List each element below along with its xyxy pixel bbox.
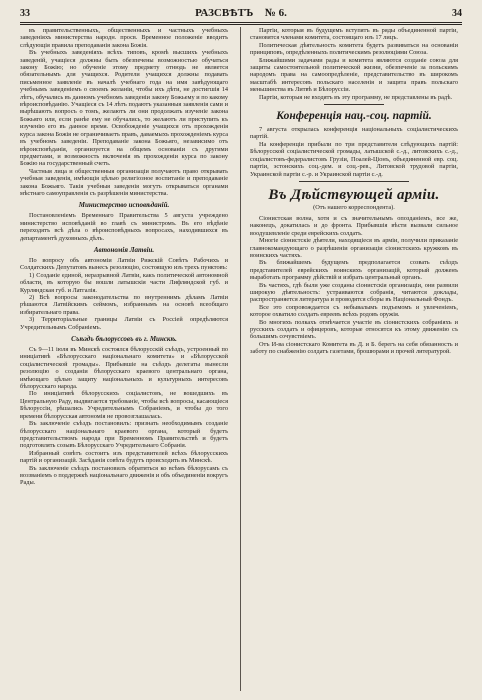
page-number-right: 34	[451, 7, 462, 19]
section-heading: Министерство исповѣданій.	[78, 201, 170, 210]
page-header	[20, 5, 462, 21]
paragraph: По иниціативѣ бѣлорусскихъ соціалистовъ, не вошедшихъ въ Центральную Раду, выдвигается требованіе, чтобы всѣ вопросы, касающіеся Бѣлоруссіи, рѣшались Учредительнымъ Собраніемъ, и чтобы до того времени бѣлорусская автономія не провозглашалась.	[20, 390, 228, 420]
paragraph: 1) Созданіе единой, неразрывной Латвіи, какъ политической автономной области, въ которую бы вошли латышскія части Лифляндской губ. и Курляндская губ. и Латгалія.	[20, 271, 228, 294]
paragraph: Частныя лица и общественныя организаціи получаютъ право открывать учебныя заведенія, имѣющія цѣлью религіозное воспитаніе и преподаваніе закона Божьяго. Такія учебныя заведенія могутъ открываться органами мѣстнаго самоуправленія съ разрѣшенія министерства.	[20, 167, 228, 197]
right-column	[250, 27, 458, 691]
article-title: Въ Дѣйствующей арміи.	[268, 186, 440, 203]
paragraph: Все это сопровождается съ небывалымъ подъемомъ и увлеченіемъ, которое охватило солдатъ евреевъ всѣхъ родовъ оружія.	[250, 303, 458, 319]
header-rule	[20, 22, 462, 25]
paragraph: Многіе сіонистскіе дѣятели, находящіеся въ арміи, получили приказаніе главнокомандующаго о разрѣшеніи организаціи сіонистскихъ кружковъ въ воинскихъ частяхъ.	[250, 237, 458, 259]
paragraph: Политическая дѣятельность комитета будетъ развиваться на основаніи принциповъ, опредѣленныхъ политическимъ резолюціями Союза.	[250, 41, 458, 57]
paragraph: Избранный совѣтъ состоитъ изъ представителей всѣхъ бѣлорусскихъ партій и организацій. Засѣданія совѣта будутъ происходить въ Минскѣ.	[20, 449, 228, 465]
paragraph: Партіи, которыя не входятъ въ эту программу, не представлены въ радѣ.	[259, 93, 453, 101]
page-number-left: 33	[20, 7, 30, 19]
paragraph: Во многихъ полкахъ отмѣчается участіе въ сіонистскихъ собраніяхъ и русскихъ солдатъ и офицеровъ, которые относятся къ этому движенію съ большимъ сочувствіемъ.	[250, 318, 458, 341]
paragraph: Въ учебныхъ заведеніяхъ всѣхъ типовъ, кромѣ высшихъ учебныхъ заведеній, учащіеся должны быть обезпечены возможностью обучаться закону Божію; но обученіе этому предмету отнюдь не является обязательнымъ для учащихся. Родители учащихся должны подавать письменное заявленіе въ началѣ учебнаго года на имя завѣдующаго учебнымъ заведеніемъ о своемъ желаніи, чтобы ихъ дѣти, не достигшія 14 лѣтъ, обучались въ данномъ учебномъ заведеніи закону Божьему и по какому вѣроисповѣданію. Учащіеся съ 14 лѣтъ подаютъ указанныя заявленія сами и вырѣшаютъ вопросъ о томъ, желаютъ ли они продолжать изученіе закона Божьяго или, если ранѣе ему не обучались, то желаютъ ли приступить къ изученію его въ данное время. Освобожденіе учащихся отъ прохожденія курса закона Божія не ограничиваетъ правъ, даваемыхъ прохожденіемъ курса въ учебномъ заведеніи. Преподаваніе закона Божьяго, независимо отъ вѣроисповѣданія, организуется на общемъ основаніи съ другими предметами, и возможность включенія въ прохожденіи курса по закону Божію на государственный счетъ.	[20, 49, 228, 168]
journal-title	[195, 7, 287, 19]
paragraph: Въ частяхъ, гдѣ были уже созданы сіонистскія организаціи, они развили широкую дѣятельность: устраиваются собранія, читаются доклады, распространяется литература и проводятся сборы въ Національный Фондъ.	[250, 281, 458, 304]
paragraph: Ближайшими задачами рады и комитета являются созданіе союза для защиты самостоятельной политической жизни, обезпеченіе за польскимъ народомъ права на самоопредѣленіе, представительство въ широкомъ масштабѣ интересовъ польскаго населенія и защита правъ польскаго меньшинства въ Литвѣ и Бѣлоруссіи.	[250, 56, 458, 94]
paragraph: Постановленіемъ Временнаго Правительства 5 августа учреждено министерство исповѣданій во главѣ съ министромъ. Въ его вѣдѣніе переходятъ всѣ дѣла о вѣроисповѣдныхъ вопросахъ, находившихся въ департаментѣ духовныхъ дѣлъ.	[20, 212, 228, 242]
paragraph: 7 августа открылась конференція національныхъ соціалистическихъ партій.	[250, 126, 458, 141]
paragraph: Партіи, которыя въ будущемъ вступятъ въ ряды объединенной партіи, становятся членами комитета, состоящаго изъ 17 лицъ.	[250, 27, 458, 42]
left-column	[20, 27, 228, 691]
article-subtitle: (Отъ нашего корреспондента).	[313, 203, 395, 211]
column-divider	[240, 27, 241, 691]
paragraph: Въ заключеніе съѣздъ постановилъ: признать необходимымъ созданіе бѣлорусскаго національнаго краевого органа, который будетъ представительствомъ народа при Временномъ Правительствѣ и будетъ подготовлять созывъ Бѣлорусскаго Учредительнаго Собранія.	[20, 420, 228, 450]
paragraph: 2) Всѣ вопросы законодательства по внутреннимъ дѣламъ Латвіи рѣшаются Латвійскимъ сеймомъ, избраннымъ на основѣ всеобщаго избирательнаго права.	[20, 294, 228, 316]
section-divider	[299, 181, 409, 182]
issue-number: № 6.	[264, 7, 287, 19]
section-heading: Автономія Латвіи.	[93, 245, 155, 254]
paragraph: Отъ И-ва сіонистскаго Комитета въ Д. и Б. берегъ на себя обязанность и заботу по снабженію солдатъ газетами, брошюрами и прочей литературой.	[250, 340, 458, 356]
paragraph: Съ 9—11 іюля въ Минскѣ состоялся бѣлорусскій съѣздъ, устроенный по иниціативѣ «Бѣлорусскаго національнаго комитета» и «Бѣлорусской соціалистической громады». Прибывшіе на съѣздъ делегаты вынесли резолюцію о созданіи бѣлорусскаго краевого центральнаго органа, имѣющаго цѣлью защиту національныхъ и культурныхъ интересовъ бѣлорусскаго народа.	[20, 346, 228, 391]
paragraph: Въ ближайшемъ будущемъ предполагается созвать съѣздъ представителей еврейскихъ воинскихъ организацій, который долженъ выработать программу дѣйствій и избрать центральный органъ.	[250, 259, 458, 282]
section-heading: Конференція нац.-соц. партій.	[276, 110, 432, 123]
paragraph: По вопросу объ автономіи Латвіи Рижскій Совѣтъ Рабочихъ и Солдатскихъ Депутатовъ вынесъ резолюцію, состоящую изъ трехъ пунктовъ:	[20, 256, 228, 272]
paragraph: въ правительственныхъ, общественныхъ и частныхъ учебныхъ заведеніяхъ министерства народн. просв. Временное положеніе вводитъ слѣдующія правила преподаванія закона Божія.	[20, 27, 228, 49]
paragraph: Въ заключеніе съѣздъ постановилъ обратиться ко всѣмъ бѣлорусамъ съ воззваніемъ о поддержкѣ національнаго движенія и объ объединеніи вокругъ Рады.	[20, 464, 228, 487]
paragraph: На конференціи прибыли по три представителя слѣдующихъ партій: Бѣлорусской соціалистической громады, латышской с.-д., литовскихъ с.-д., соціалистовъ-федералистовъ Грузіи, Поалей-Ціонъ, объединенной евр. соц. партіи, эстонскихъ соц.-дем. и соц.-рев., Литовской трудовой партіи, Украинской партіи с.-р. и Украинской партіи с.-д.	[250, 140, 458, 178]
section-heading: Съѣздъ бѣлоруссовъ въ г. Минскѣ.	[71, 335, 177, 344]
journal-name: РАЗСВѢТЪ	[195, 7, 254, 19]
paragraph: Сіонистская волна, хотя и съ значительнымъ опозданіемъ, все же, наконецъ, докатилась и до фронта. Прибывшія вѣсти вызвали сильное воодушевленіе среди еврейскихъ солдатъ.	[250, 214, 458, 237]
section-divider	[324, 104, 384, 105]
paragraph: 3) Территоріальные границы Латвіи съ Россіей опредѣляются Учредительнымъ Собраніемъ.	[20, 316, 228, 331]
